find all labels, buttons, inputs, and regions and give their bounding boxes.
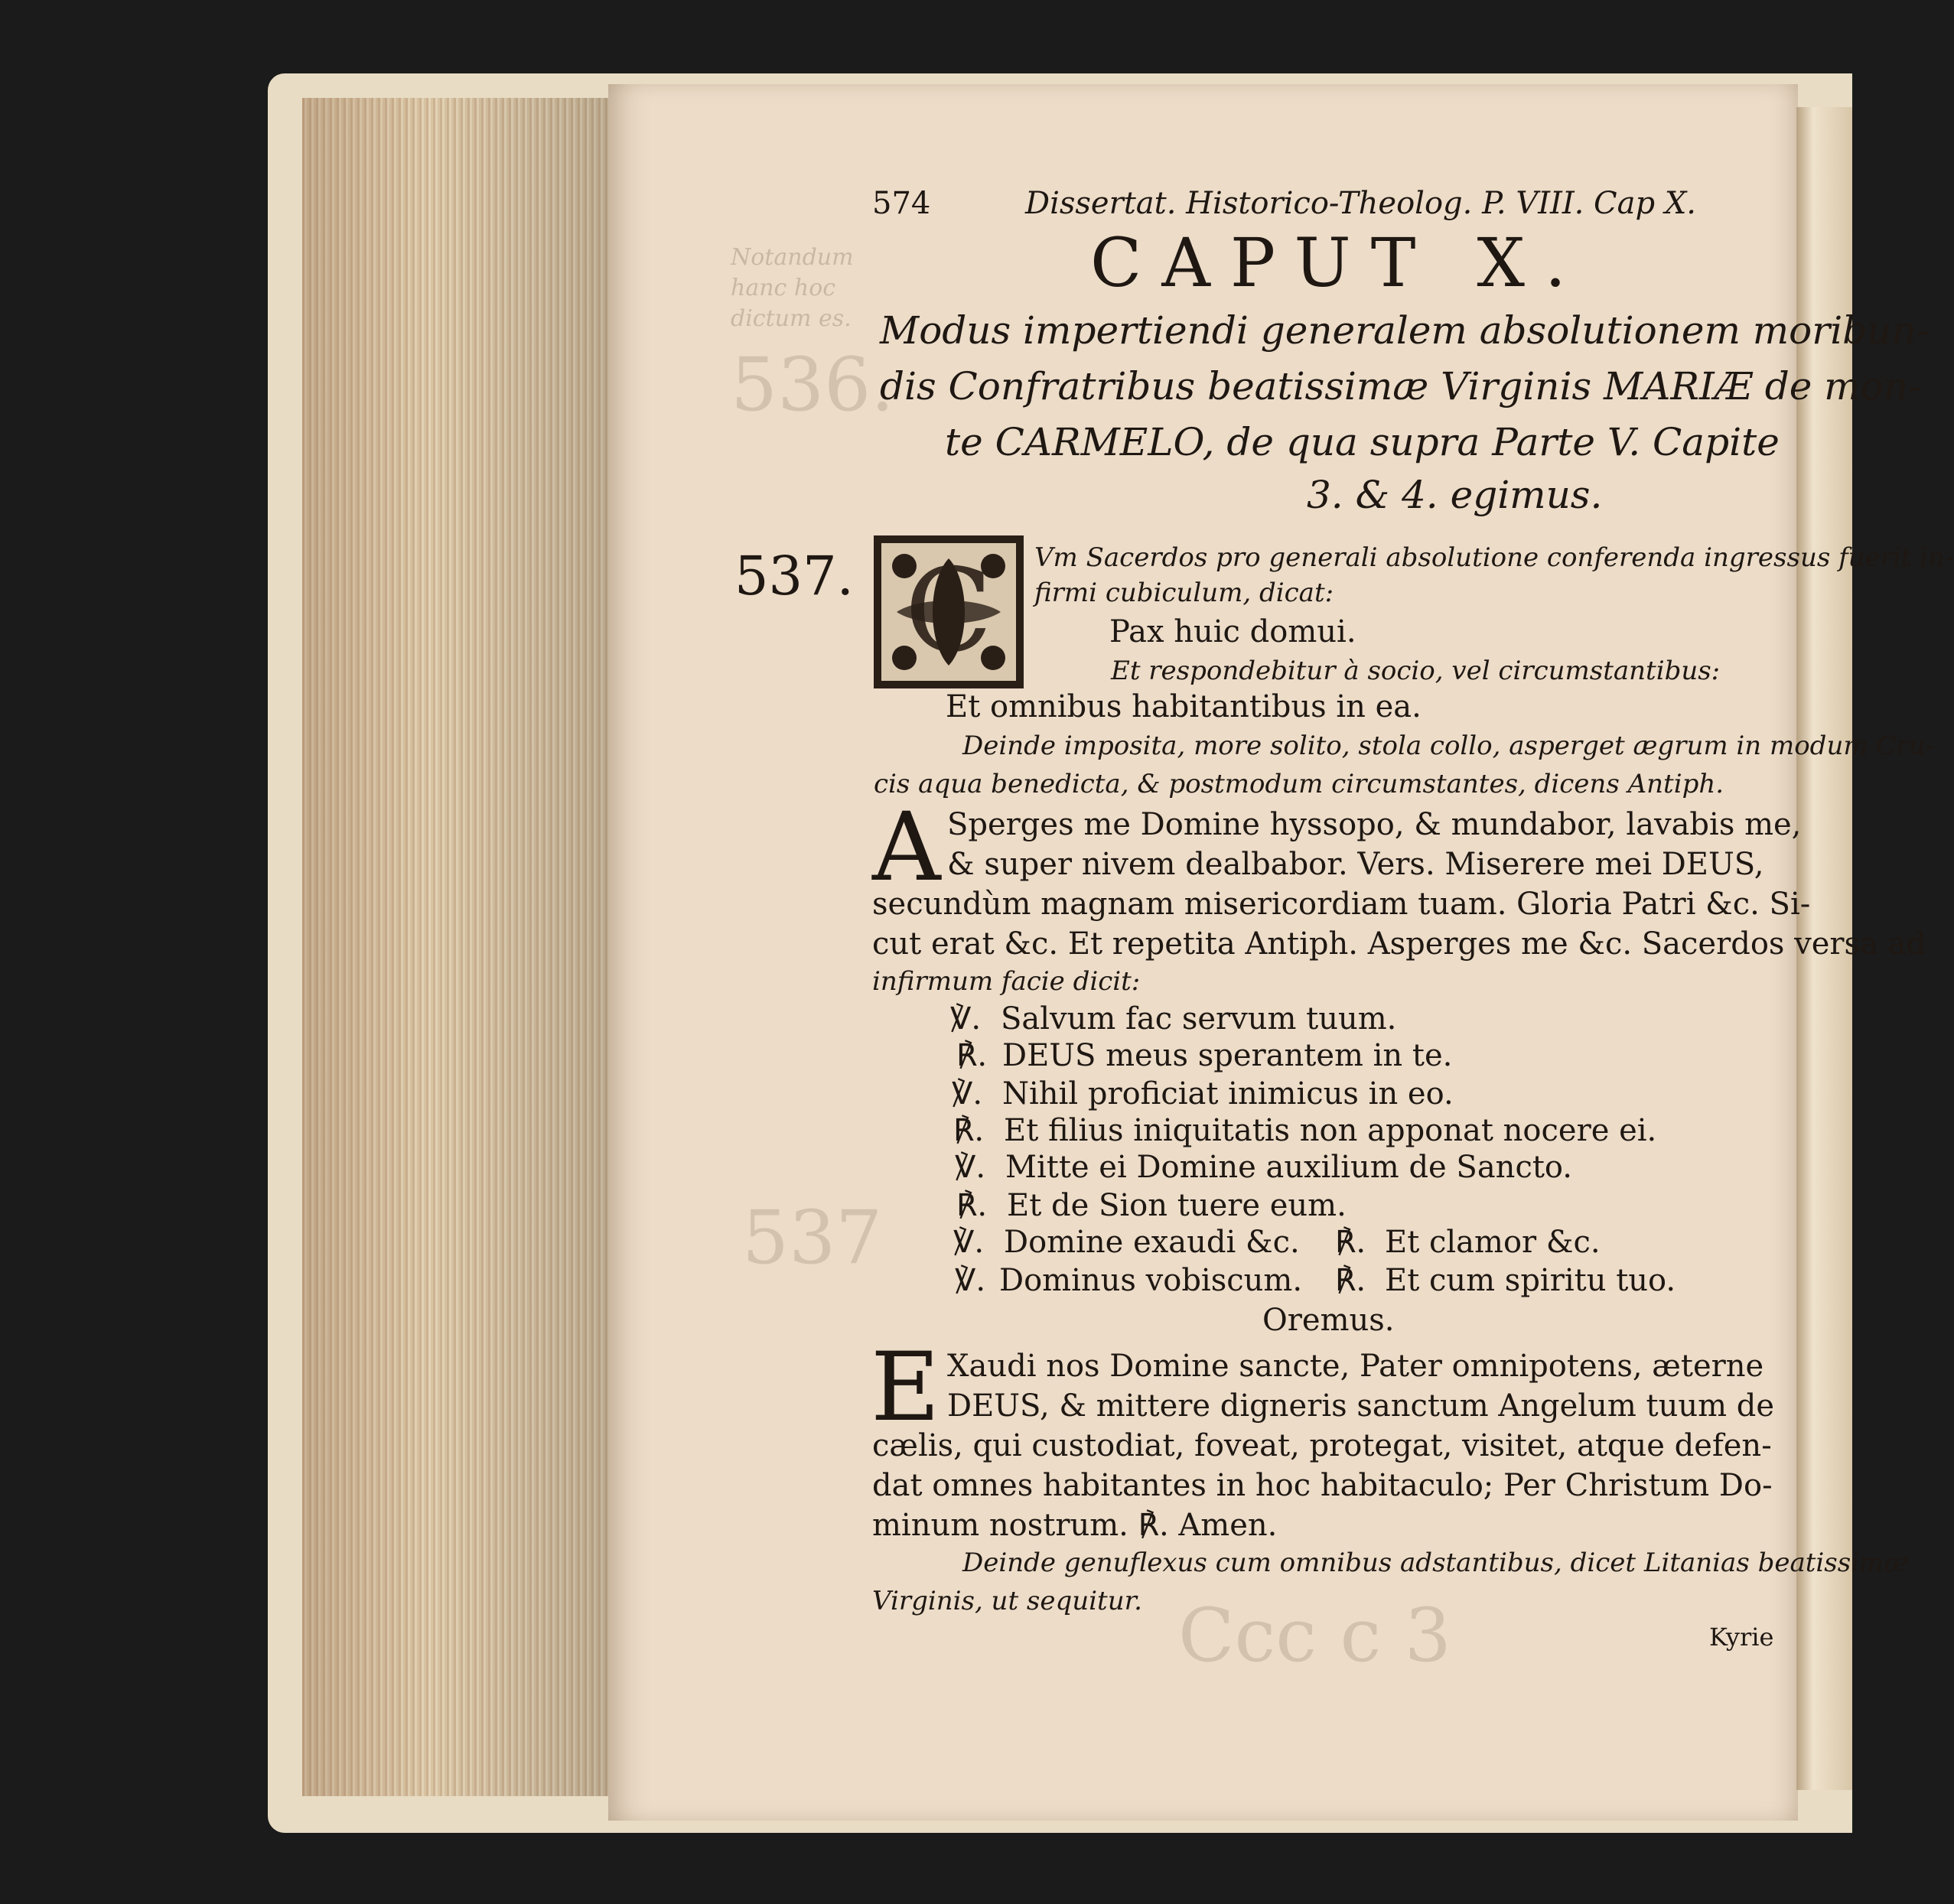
versicle-mark: ℣.	[955, 1263, 986, 1298]
versicle-mark: ℣.	[950, 1001, 982, 1037]
closing-rubric-line: Virginis, ut sequitur.	[872, 1586, 1142, 1616]
response-text: Et cum spiritu tuo.	[1385, 1263, 1676, 1298]
ornamental-dropcap	[874, 535, 1024, 688]
response-mark: ℟.	[956, 1188, 988, 1223]
rubric-text: Et respondebitur à socio, vel circumstantibus:	[1111, 656, 1721, 686]
versicle-mark: ℣.	[955, 1150, 986, 1185]
show-through-text: Notandum	[731, 244, 854, 271]
prayer-initial: E	[871, 1333, 940, 1443]
section-number: 537.	[734, 545, 854, 607]
dropcap-letter: C	[904, 545, 993, 678]
response-text: Et de Sion tuere eum.	[1007, 1188, 1347, 1223]
antiphon-line: infirmum facie dicit:	[872, 966, 1141, 997]
antiphon-line: Sperges me Domine hyssopo, & mundabor, lavabis me,	[947, 807, 1802, 842]
versicle-text: Pax huic domui.	[1109, 614, 1356, 649]
show-through-signature: Ccc c 3	[1178, 1593, 1451, 1678]
versicle-text: Domine exaudi &c.	[1004, 1225, 1300, 1260]
closing-rubric-line: Deinde genuflexus cum omnibus adstantibus, dicet Litanias beatissimæ	[962, 1548, 1909, 1578]
intro-line: Vm Sacerdos pro generali absolutione conferenda ingressus fuerit in-	[1034, 542, 1954, 573]
page-edges	[302, 98, 624, 1796]
response-mark: ℟.	[1335, 1225, 1366, 1260]
versicle-text: Salvum fac servum tuum.	[1001, 1001, 1397, 1037]
prayer-line: DEUS, & mittere digneris sanctum Angelum tuum de	[947, 1388, 1775, 1424]
versicle-mark: ℣.	[952, 1076, 983, 1111]
chapter-title-line: 3. & 4. egimus.	[1307, 473, 1603, 517]
prayer-line: cælis, qui custodiat, foveat, protegat, visitet, atque defen-	[872, 1428, 1772, 1463]
response-mark: ℟.	[953, 1113, 985, 1148]
versicle-mark: ℣.	[953, 1225, 985, 1260]
antiphon-initial: A	[872, 793, 941, 903]
show-through-number: 537	[742, 1195, 883, 1281]
prayer-line: minum nostrum. ℟. Amen.	[872, 1508, 1278, 1543]
antiphon-line: cut erat &c. Et repetita Antiph. Asperges me &c. Sacerdos versa ad	[872, 926, 1926, 962]
response-mark: ℟.	[1335, 1263, 1366, 1298]
intro-line: firmi cubiculum, dicat:	[1034, 578, 1334, 608]
show-through-text: dictum es.	[731, 305, 852, 332]
chapter-title-line: dis Confratribus beatissimæ Virginis MARIÆ de mon-	[880, 364, 1921, 408]
rubric-line: cis aqua benedicta, & postmodum circumstantes, dicens Antiph.	[874, 769, 1724, 799]
antiphon-line: secundùm magnam misericordiam tuam. Gloria Patri &c. Si-	[872, 887, 1811, 922]
chapter-title-line: Modus impertiendi generalem absolutionem moribun-	[880, 308, 1930, 353]
response-mark: ℟.	[956, 1038, 988, 1073]
chapter-heading: CAPUT X.	[1090, 223, 1586, 302]
show-through-text: hanc hoc	[731, 275, 836, 301]
versicle-text: Nihil proficiat inimicus in eo.	[1002, 1076, 1454, 1111]
running-title: Dissertat. Historico-Theolog. P. VIII. Cap X.	[1025, 186, 1697, 221]
prayer-line: dat omnes habitantes in hoc habitaculo; Per Christum Do-	[872, 1468, 1773, 1503]
rubric-line: Deinde imposita, more solito, stola collo, asperget ægrum in modum Cru-	[962, 731, 1935, 761]
versicle-text: Dominus vobiscum.	[999, 1263, 1303, 1298]
page-number: 574	[872, 186, 931, 221]
oremus-heading: Oremus.	[1262, 1303, 1395, 1338]
response-text: Et filius iniquitatis non apponat nocere ei.	[1004, 1113, 1657, 1148]
antiphon-line: & super nivem dealbabor. Vers. Miserere mei DEUS,	[947, 847, 1764, 882]
prayer-line: Xaudi nos Domine sancte, Pater omnipotens, æterne	[947, 1349, 1764, 1384]
response-text: Et clamor &c.	[1385, 1225, 1601, 1260]
chapter-title-line: te CARMELO, de qua supra Parte V. Capite	[945, 420, 1780, 464]
catchword: Kyrie	[1709, 1622, 1774, 1652]
response-text: Et omnibus habitantibus in ea.	[946, 689, 1422, 724]
versicle-text: Mitte ei Domine auxilium de Sancto.	[1005, 1150, 1573, 1185]
response-text: DEUS meus sperantem in te.	[1002, 1038, 1453, 1073]
show-through-number: 536.	[731, 342, 894, 428]
